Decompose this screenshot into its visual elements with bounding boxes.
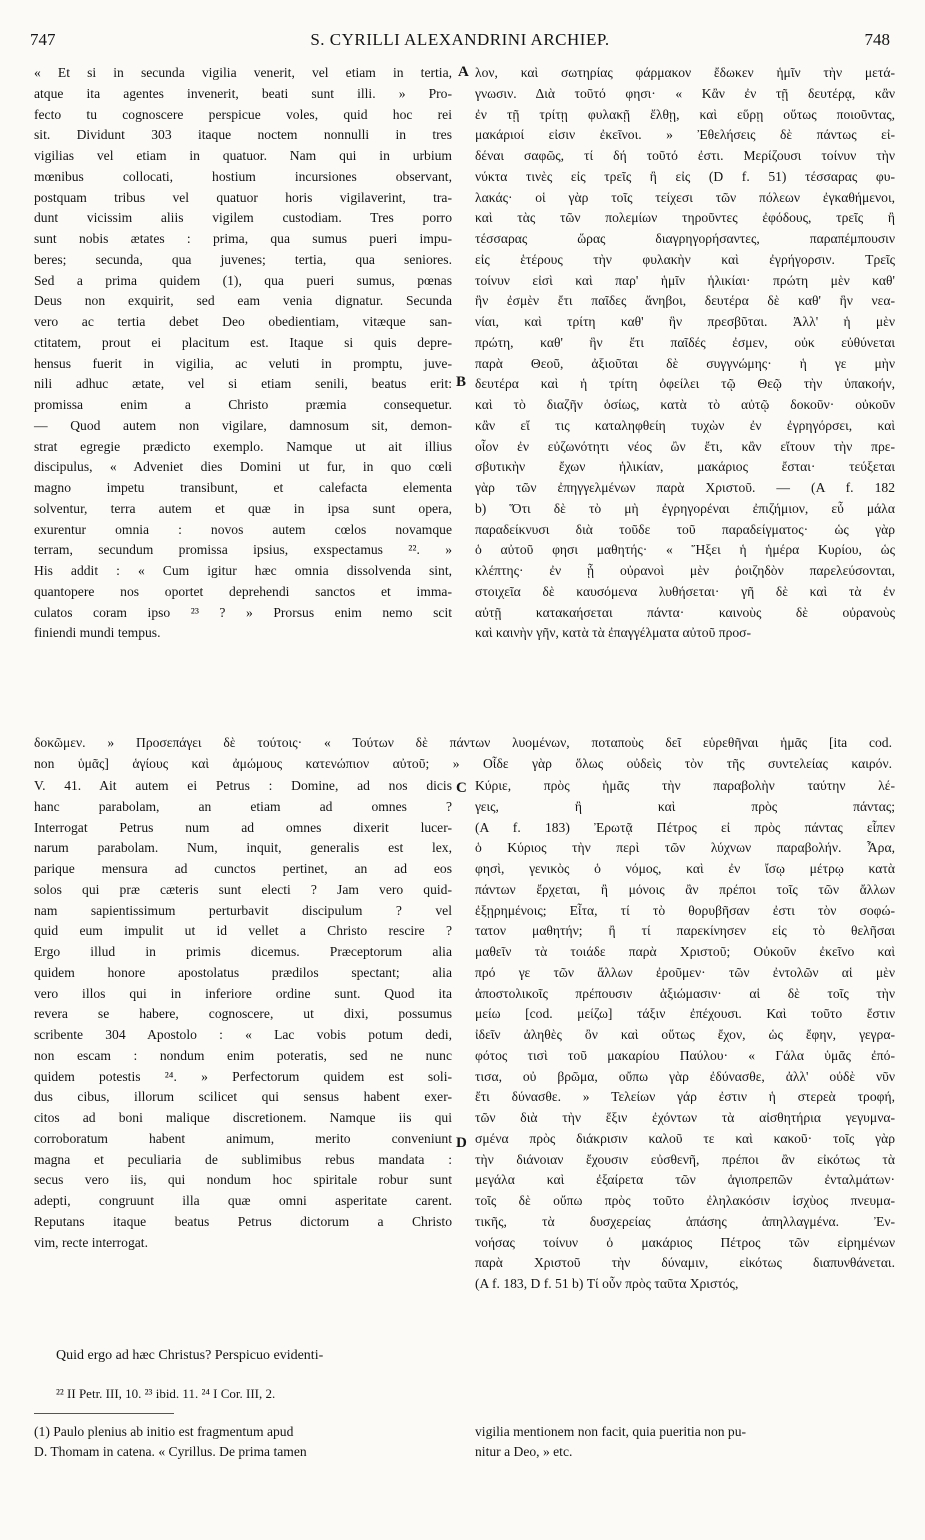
text-line: γὰρ τῶν ἐπηγγελμένων παρὰ Χριστοῦ. — (A f. 182 [475, 480, 895, 495]
margin-marker-b: B [456, 374, 467, 390]
text-line: μεγάλα καὶ ἐξαίρετα τῶν ἁγιοπρεπῶν ἐνταλμάτων· [475, 1172, 895, 1188]
text-line: πρό γε τῶν ἄλλων ἐροῦμεν· τῶν ἐντολῶν αἱ μὲν [475, 964, 895, 980]
text-line: φότος τισὶ τοῦ μακαρίου Παύλου· « Γάλα ὑμᾶς ἐπό- [475, 1047, 895, 1063]
text-line: ὁ Κύριος τὴν περὶ τῶν λύχνων παραβολήν. Ἆρα, [475, 840, 895, 856]
text-line: (A f. 183) Ἐρωτᾷ Πέτρος εἰ πρὸς πάντας εἶπεν [475, 819, 895, 835]
text-line: αὐτῇ κατακαήσεται πάντα· καινοὺς δὲ οὐρανοὺς [475, 604, 895, 620]
text-line: δευτέρα καὶ ἡ τρίτη ὀφείλει τῷ Θεῷ τὴν ὑπακοήν, [475, 376, 895, 392]
page-header [30, 30, 890, 56]
text-line: μείω [cod. μείζω] τάξιν ἐπέχουσι. Καὶ τοῦτο ἔστιν [475, 1006, 895, 1022]
text-line: non ὑμᾶς] ἁγίους καὶ ἀμώμους κατενώπιον αὐτοῦ; » Οἶδε γὰρ ὅλως οὐδεὶς τὸν τῆς συντελείας καιρόν. [34, 756, 892, 771]
text-line: παραδείκνυσι διὰ τοῦδε τοῦ παραδείγματος· ὡς γὰρ [475, 521, 895, 537]
text-line: narum parabolam. Num, inquit, generalis est lex, [34, 840, 452, 856]
text-line: discipulus, « Adveniet dies Domini ut fur, in quo cœli [34, 459, 452, 475]
text-line: ἣν ἐσμὲν ἔτι παῖδες ἄνηβοι, δευτέρα δὲ καθ' ἣν νεα- [475, 293, 895, 309]
text-line: beres; secunda, qua juvenes; tertia, qua seniores. [34, 251, 452, 267]
running-title: S. CYRILLI ALEXANDRINI ARCHIEP. [310, 30, 610, 49]
text-line: parique mensura ad cunctos pertinet, an ad eos [34, 861, 452, 876]
margin-marker-a: A [458, 64, 469, 80]
text-line: vero illos qui in inferiore ordine sunt. Quod ita [34, 985, 452, 1001]
text-line: magno impetu transibunt, et calefacta elementa [34, 480, 452, 495]
text-line: νίαι, καὶ τρίτη καθ' ἣν πρεσβῦται. Ἀλλ' ἡ μὲν [475, 314, 895, 329]
text-line: « Et si in secunda vigilia venerit, vel etiam in tertia, [34, 65, 452, 80]
page-number-right: 748 [864, 30, 890, 49]
text-line: strat egregie prædicto exemplo. Namque ut ait illius [34, 438, 452, 454]
text-line: atque ita agentes invenerit, beati sunt illi. » Pro- [34, 85, 452, 101]
text-line: λον, καὶ σωτηρίας φάρμακον ἔδωκεν ἡμῖν τὴν μετά- [475, 65, 895, 80]
text-line: τοίνυν εἰσὶ καὶ παρ' ἡμῖν ἡλικίαι· πρώτη μὲν καθ' [475, 272, 895, 288]
text-line: δέναι σαφῶς, τί δή τοῦτό ἐστι. Μερίζουσι τοίνυν τὴν [475, 148, 895, 163]
text-line: (A f. 183, D f. 51 b) Τί οὖν πρὸς ταῦτα Χριστός, [475, 1276, 739, 1291]
text-line: hensus fuerit in vigilia, ac veluti in promptu, juve- [34, 355, 452, 371]
text-line: sunt nobis ætates : prima, qua sumus pueri impu- [34, 231, 452, 246]
text-line: solos qui præ cæteris sunt electi ? Jam vero quid- [34, 881, 452, 897]
text-line: φησὶ, γενικὸς ὁ νόμος, καὶ ἐν ἴσῳ μέτρῳ κατὰ [475, 861, 895, 876]
text-line: ἐν τῇ τρίτῃ φυλακῇ ἔλθῃ, καὶ εὕρῃ οὕτως ποιοῦντας, [475, 106, 895, 122]
text-line: nitur a Deo, » etc. [475, 1444, 573, 1459]
text-line: b) Ὅτι δὲ τὸ μὴ ἐγρηγορέναι ἐπιζήμιον, εὖ μάλα [475, 500, 895, 516]
text-line: ἰδεῖν ἀληθὲς ὂν καὶ οὕτως ἔχον, ὡς ἔφην, γεγρα- [475, 1027, 895, 1042]
text-line: Deus non exquirit, sed eam venia dignatur. Secunda [34, 293, 452, 309]
text-line: Κύριε, πρὸς ἡμᾶς τὴν παραβολὴν ταύτην λέ- [475, 778, 895, 793]
text-line: solventur, terra autem et quæ in ipsa sunt opera, [34, 500, 452, 516]
text-line: D. Thomam in catena. « Cyrillus. De prima tamen [34, 1444, 307, 1459]
text-line: non escam : nondum enim poteratis, sed ne nunc [34, 1047, 452, 1063]
text-line: hanc parabolam, an etiam ad omnes ? [34, 798, 452, 814]
text-line: κλέπτης· ἐν ᾗ οὐρανοὶ μὲν ῥοιζηδὸν παρελεύσονται, [475, 563, 895, 578]
text-line: nili adhuc ætate, vel si etiam senili, beatus erit: [34, 376, 452, 392]
text-line: promissa enim a Christo præmia consequetur. [34, 397, 452, 412]
text-line: σμένα πρὸς διάκρισιν καλοῦ τε καὶ κακοῦ· τοῖς γὰρ [475, 1130, 895, 1146]
text-line: γεις, ἢ καὶ πρὸς πάντας; [475, 798, 895, 814]
text-line: sit. Dividunt 303 itaque noctem nonnulli in tres [34, 127, 452, 143]
text-line: νύκτα τινὲς εἰς τρεῖς ἢ εἰς (D f. 51) τέσσαρας φυ- [475, 168, 895, 184]
footnote-divider [34, 1413, 174, 1414]
text-line: σβυτικὴν ἔχων ἡλικίαν, μακάριος ἔσται· τεύξεται [475, 459, 895, 475]
text-line: corroboratum habent animum, merito conveniunt [34, 1130, 452, 1146]
text-line: scribente 304 Apostolo : « Lac vobis potum dedi, [34, 1027, 452, 1042]
scripture-references: ²² II Petr. III, 10. ²³ ibid. 11. ²⁴ I Cor. III, 2. [56, 1386, 276, 1401]
text-line: Reputans itaque beatus Petrus dictorum a Christo [34, 1213, 452, 1229]
text-line: citos ad boni malique discretionem. Namque iis qui [34, 1110, 452, 1125]
footnote-left [34, 1422, 454, 1462]
text-line: revera se habere, cognoscere, ut dixi, possumus [34, 1006, 452, 1022]
text-line: κἂν εἴ τις καταληφθείη τυχὼν ἐν ἐγρηγόρσει, καὶ [475, 417, 895, 433]
text-line: V. 41. Ait autem ei Petrus : Domine, ad nos dicis [34, 778, 452, 793]
full-width-greek-text [34, 732, 892, 774]
text-line: mœnibus collocati, hostium incursiones observant, [34, 168, 452, 184]
text-line: terram, secundum promissa ipsius, exspectamus ²². » [34, 542, 452, 558]
text-line: culatos coram ipso ²³ ? » Prorsus enim nemo scit [34, 604, 452, 620]
text-line: dus cibus, illorum scilicet qui sensus habent exer- [34, 1089, 452, 1105]
text-line: ἔτι δύνασθε. » Τελείων γάρ ἐστιν ἡ στερεὰ τροφή, [475, 1089, 895, 1105]
text-line: quantopere nos oportet deprehendi sanctos et imma- [34, 583, 452, 599]
text-line: Interrogat Petrus num ad omnes dixerit lucer- [34, 819, 452, 835]
text-line: adepti, congruunt illa quæ omni asperitate carent. [34, 1193, 452, 1208]
text-line: παρὰ Θεοῦ, ἀξιοῦται δὲ συγγνώμης· ἡ γε μὴν [475, 355, 895, 371]
continuation-line: Quid ergo ad hæc Christus? Perspicuo evidenti- [56, 1348, 324, 1363]
text-line: νοήσας τοίνυν ὁ μακάριος Πέτρος τῶν εἰρημένων [475, 1234, 895, 1250]
text-line: τῶν διὰ τὴν ἕξιν ἐχόντων τὰ αἰσθητήρια γεγυμνα- [475, 1110, 895, 1125]
margin-marker-d: D [456, 1135, 467, 1151]
latin-column-top [34, 63, 452, 644]
text-line: magna et peculiaria de sublimibus rebus mandata : [34, 1151, 452, 1167]
text-line: τὴν διάνοιαν ἔχουσιν εὐσθενῆ, πρέποι ἂν εἰκότως τὰ [475, 1151, 895, 1167]
text-line: vigilias vel etiam in quatuor. Nam qui in urbium [34, 148, 452, 163]
text-line: ἐξῃρημένοις; Εἶτα, τί τὸ θορυβῆσαν ἐστι τὸν σοφώ- [475, 902, 895, 918]
text-line: (1) Paulo plenius ab initio est fragmentum apud [34, 1424, 294, 1439]
text-line: ctitatem, prout ei placitum est. Itaque si quis depre- [34, 334, 452, 350]
text-line: μαθεῖν τὰ τοιάδε παρὰ Χριστοῦ; Οὐκοῦν ἐκεῖνο καὶ [475, 944, 895, 959]
text-line: ἀποστολικοῖς πρέπουσιν ἀξιώμασιν· αἱ δὲ τοῖς τὴν [475, 985, 895, 1001]
text-line: — Quod autem non vigilare, damnosum sit, demon- [34, 417, 452, 433]
text-line: quidem honore apostolatus prædilos spectant; alia [34, 964, 452, 980]
latin-column-bottom [34, 776, 452, 1253]
text-line: finiendi mundi tempus. [34, 625, 161, 641]
text-line: Ergo illud in primis dicemus. Præceptorum alia [34, 944, 452, 959]
text-line: εἰς ἑτέρους τὴν φυλακὴν καὶ ἐγρήγορσιν. Τρεῖς [475, 251, 895, 267]
text-line: τισα, οὐ βρῶμα, οὔπω γὰρ ἐδύνασθε, ἀλλ' οὐδὲ νῦν [475, 1068, 895, 1084]
text-line: παρὰ Χριστοῦ τὴν δύναμιν, εἰκότως διαπυνθάνεται. [475, 1255, 895, 1271]
greek-column-bottom [475, 776, 895, 1295]
text-line: dunt vicissim aliis vigilem custodiam. Tres porro [34, 210, 452, 226]
text-line: τέσσαρας ὥρας διαγρηγορήσαντες, παραπέμπουσιν [475, 231, 895, 246]
text-line: exurentur omnia : novos autem cœlos novamque [34, 521, 452, 537]
text-line: στοιχεῖα δὲ καυσόμενα λυθήσεται· γῆ δὲ καὶ τὰ ἐν [475, 583, 895, 599]
text-line: vero ac tertia debet Deo obedientiam, vitæque san- [34, 314, 452, 329]
text-line: quid eum impulit ut id vellet a Christo rescire ? [34, 923, 452, 939]
text-line: postquam tribus vel quatuor horis vigilaverint, tra- [34, 189, 452, 205]
text-line: ὁ αὐτοῦ φησι μαθητής· « Ἥξει ἡ ἡμέρα Κυρίου, ὡς [475, 542, 895, 558]
text-line: πάντων ἔρχεται, ἢ μόνοις ἂν πρέποι τοῖς τῶν ἄλλων [475, 881, 895, 897]
text-line: secus vero iis, qui nondum hoc spiritale robur sunt [34, 1172, 452, 1188]
text-line: δοκῶμεν. » Προσεπάγει δὲ τούτοις· « Τούτων δὲ πάντων λυομένων, ποταποὺς δεῖ εὑρεθῆναι ἡμᾶς [ita cod. [34, 735, 892, 750]
text-line: μακάριοί εἰσιν ἐκεῖνοι. » Ἐθελήσεις δὲ πάντως εἰ- [475, 127, 895, 143]
text-line: λακάς· οἱ γὰρ τοῖς τείχεσι τῶν πόλεων ἐγκαθήμενοι, [475, 189, 895, 205]
greek-column-top [475, 63, 895, 644]
text-line: τικῆς, τὰ δυσχερείας ἁπάσης ἀπηλλαγμένα. Ἐν- [475, 1213, 895, 1229]
text-line: καὶ τὰς τῶν πολεμίων τηροῦντες ἐφόδους, τρεῖς ἢ [475, 210, 895, 226]
text-line: τοῖς δὲ οὔπω πρὸς τοῦτο ἐληλακόσιν ἰσχὺος πνευμα- [475, 1193, 895, 1208]
text-line: Sed a prima quidem (1), qua pueri sumus, pœnas [34, 272, 452, 288]
text-line: πρώτη, καθ' ἣν ἔτι παῖδές ἐσμεν, οὐκ εὐθύνεται [475, 334, 895, 350]
text-line: καὶ τὸ διαζῆν ὁσίως, κατὰ τὸ αὐτῷ δοκοῦν· οὐκοῦν [475, 397, 895, 412]
text-line: τατον μαθητήν; ἢ τί παρεκίνησεν εἰς τὸ θελῆσαι [475, 923, 895, 939]
page-number-left: 747 [30, 30, 56, 49]
text-line: καὶ καινὴν γῆν, κατὰ τὰ ἐπαγγέλματα αὐτοῦ προσ- [475, 625, 752, 641]
text-line: vim, recte interrogat. [34, 1234, 148, 1250]
text-line: nam sapientissimum perturbavit discipulum ? vel [34, 902, 452, 918]
footnote-right [475, 1422, 893, 1462]
text-line: His addit : « Cum igitur hæc omnia dissolvenda sint, [34, 563, 452, 578]
text-line: οἷον ἐν εὐζωνότητι νέος ὢν ἔτι, κἂν εἴτουν τὴν πρε- [475, 438, 895, 454]
text-line: quidem potestis ²⁴. » Perfectorum quidem est soli- [34, 1068, 452, 1084]
text-line: fecto tu cognoscere perspicue voles, quid hoc rei [34, 106, 452, 122]
text-line: γνωσιν. Διὰ τοῦτό φησι· « Κἂν ἐν τῇ δευτέρᾳ, κἂν [475, 85, 895, 101]
text-line: vigilia mentionem non facit, quia pueritia non pu- [475, 1424, 747, 1439]
margin-marker-c: C [456, 780, 467, 796]
